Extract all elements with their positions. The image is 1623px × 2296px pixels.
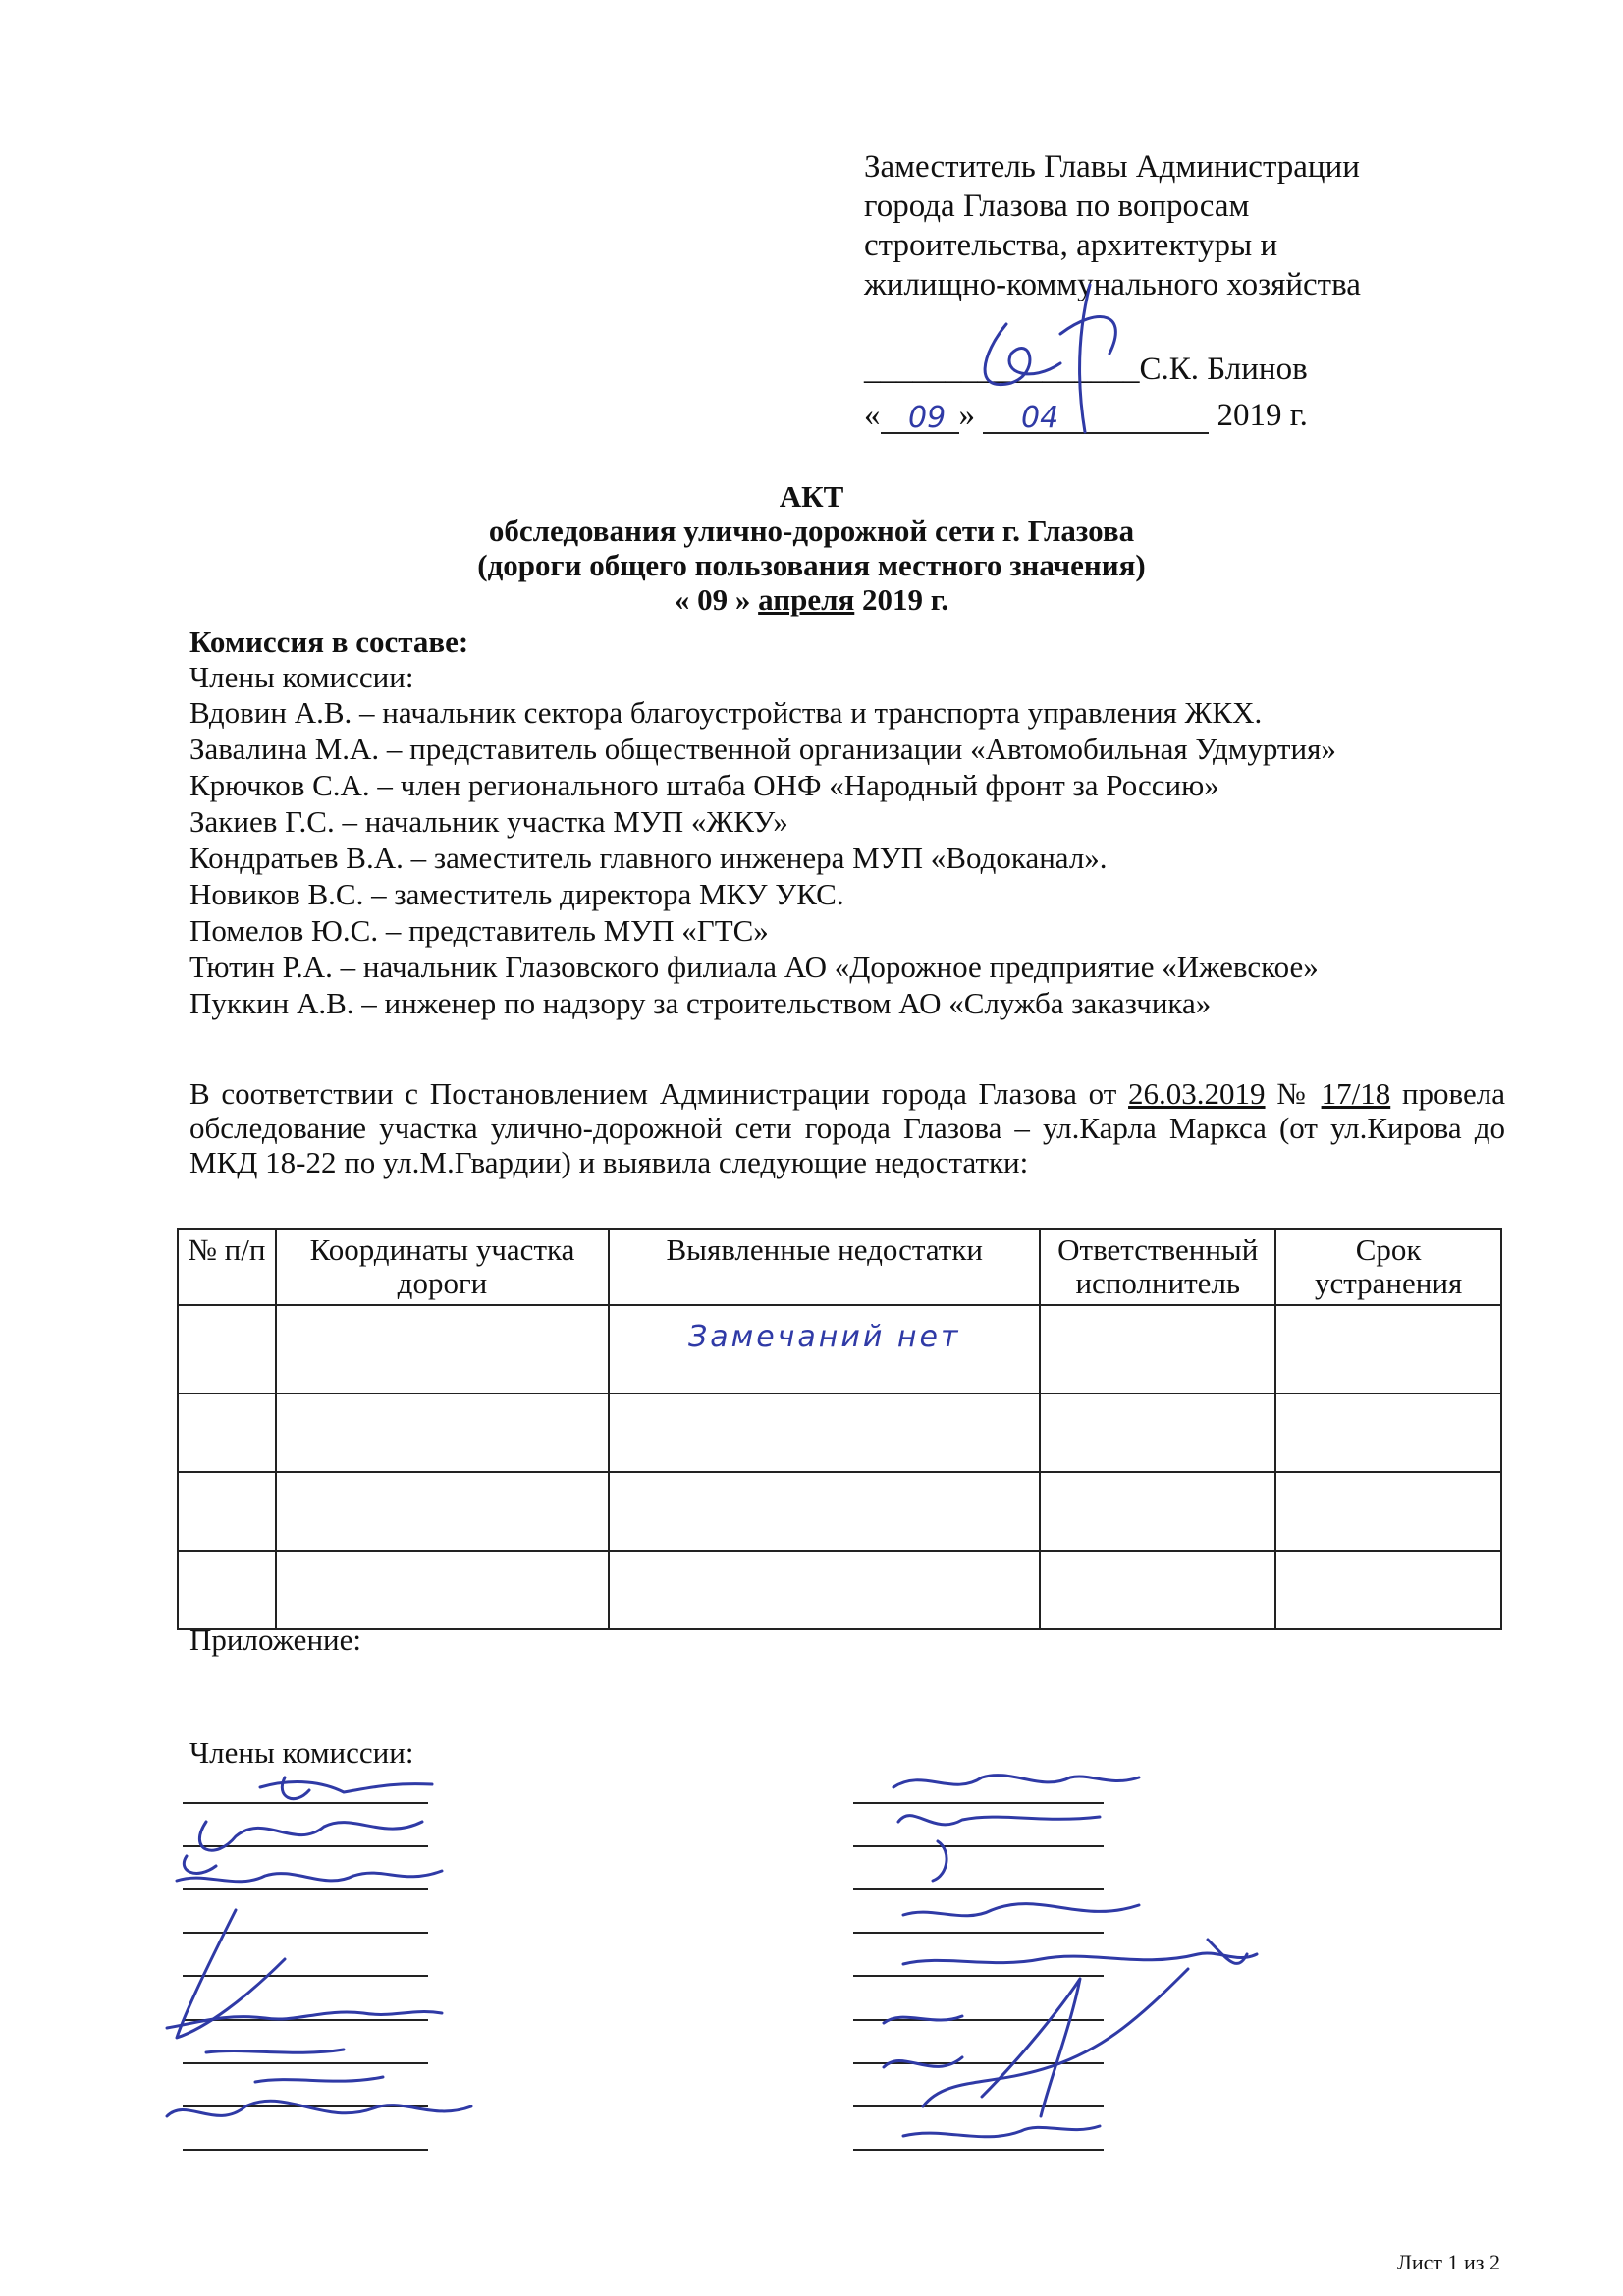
table-cell xyxy=(178,1551,276,1629)
signature-stroke xyxy=(923,1969,1188,2106)
table-cell xyxy=(276,1305,609,1394)
table-cell xyxy=(276,1472,609,1551)
signature-stroke xyxy=(982,1979,1080,2116)
signatures-right-handwritten xyxy=(844,1743,1316,2175)
signature-stroke xyxy=(1208,1940,1247,1963)
approval-signature xyxy=(864,265,1198,462)
statement-number: 17/18 xyxy=(1321,1076,1391,1111)
table-cell xyxy=(609,1394,1040,1472)
statement-text-1: В соответствии с Постановлением Администрации города Глазова от xyxy=(189,1076,1129,1111)
act-date-month: апреля xyxy=(758,582,855,617)
member-8: Тютин Р.А. – начальник Глазовского филиала АО «Дорожное предприятие «Ижевское» xyxy=(189,950,1319,984)
signature-stroke xyxy=(255,2077,383,2082)
approval-line-1: Заместитель Главы Администрации xyxy=(864,149,1360,185)
signature-stroke xyxy=(177,1871,442,1882)
table-cell xyxy=(1275,1472,1501,1551)
table-cell xyxy=(276,1394,609,1472)
members-heading: Члены комиссии: xyxy=(189,660,414,694)
act-subtitle: обследования улично-дорожной сети г. Глазова xyxy=(488,514,1135,548)
statement-date: 26.03.2019 xyxy=(1128,1076,1266,1111)
table-cell xyxy=(1275,1394,1501,1472)
table-cell xyxy=(1275,1305,1501,1394)
date-year: 2019 г. xyxy=(1217,398,1308,433)
statement-paragraph xyxy=(189,1076,1505,1179)
approval-line-2: города Глазова по вопросам xyxy=(864,189,1250,224)
table-header-row xyxy=(178,1229,1501,1305)
approval-signature-stroke-2 xyxy=(1080,285,1090,432)
member-9: Пуккин А.В. – инженер по надзору за строительством АО «Служба заказчика» xyxy=(189,986,1212,1020)
table-row xyxy=(178,1394,1501,1472)
member-4: Закиев Г.С. – начальник участка МУП «ЖКУ» xyxy=(189,804,788,839)
table-cell xyxy=(178,1305,276,1394)
signature-stroke xyxy=(167,2012,442,2028)
table-row xyxy=(178,1551,1501,1629)
defects-handwritten-note: Замечаний нет xyxy=(687,1320,961,1354)
statement-text-2: провела обследование участка улично-дорожной сети города Глазова – ул.Карла Маркса (от ул.Кирова до МКД 18-22 по ул.М.Гвардии) и выявила следующие недостатки: xyxy=(189,1076,1505,1179)
table-cell xyxy=(178,1394,276,1472)
signature-stroke xyxy=(167,2101,471,2116)
signature-stroke xyxy=(206,2050,344,2052)
table-cell xyxy=(1275,1551,1501,1629)
date-close-quote: » xyxy=(958,398,975,433)
act-subtitle-2: (дороги общего пользования местного значения) xyxy=(477,548,1146,582)
act-date-year: 2019 г. xyxy=(862,582,949,617)
act-title: АКТ xyxy=(779,479,844,514)
approval-signature-line: _________________С.К. Блинов xyxy=(864,352,1308,387)
approval-signature-stroke xyxy=(985,324,1060,385)
approval-line-3: строительства, архитектуры и xyxy=(864,228,1278,263)
member-2: Завалина М.А. – представитель общественной организации «Автомобильная Удмуртия» xyxy=(189,732,1336,766)
table-row xyxy=(178,1305,1501,1394)
page-counter: Лист 1 из 2 xyxy=(1396,2250,1500,2274)
signature-stroke xyxy=(898,1816,1100,1825)
signature-stroke xyxy=(199,1822,422,1850)
signature-stroke xyxy=(903,2126,1100,2137)
signature-stroke xyxy=(884,2016,962,2023)
signature-stroke xyxy=(933,1841,947,1881)
approval-day-handwritten: 09 xyxy=(908,401,947,435)
table-cell xyxy=(1040,1305,1275,1394)
approval-signature-stroke-3 xyxy=(1060,317,1115,354)
commission-heading: Комиссия в составе: xyxy=(189,625,469,659)
table-row xyxy=(178,1472,1501,1551)
signature-stroke xyxy=(884,2057,962,2067)
table-cell xyxy=(609,1472,1040,1551)
approval-line-4: жилищно-коммунального хозяйства xyxy=(864,267,1361,302)
approval-month-handwritten: 04 xyxy=(1021,401,1059,435)
signature-stroke xyxy=(903,1904,1139,1916)
member-3: Крючков С.А. – член регионального штаба ОНФ «Народный фронт за Россию» xyxy=(189,768,1219,802)
statement-num-sign: № xyxy=(1265,1076,1322,1111)
table-cell xyxy=(276,1551,609,1629)
col-header-responsible: Ответственный исполнитель xyxy=(1040,1229,1275,1305)
col-header-coordinates: Координаты участка дороги xyxy=(276,1229,609,1305)
table-cell xyxy=(609,1551,1040,1629)
date-open-quote: « xyxy=(864,398,881,433)
signature-stroke xyxy=(903,1953,1257,1964)
table-cell xyxy=(1040,1394,1275,1472)
signature-stroke xyxy=(184,1856,216,1873)
member-1: Вдовин А.В. – начальник сектора благоустройства и транспорта управления ЖКХ. xyxy=(189,695,1263,730)
col-header-number: № п/п xyxy=(178,1229,276,1305)
member-7: Помелов Ю.С. – представитель МУП «ГТС» xyxy=(189,913,769,948)
table-cell xyxy=(1040,1472,1275,1551)
act-date xyxy=(0,582,1623,617)
table-cell-handwritten xyxy=(609,1305,1040,1394)
signature-stroke xyxy=(893,1776,1139,1787)
signatures-heading: Члены комиссии: xyxy=(189,1735,414,1770)
col-header-defects: Выявленные недостатки xyxy=(609,1229,1040,1305)
signature-stroke xyxy=(260,1782,432,1792)
act-date-day: « 09 » xyxy=(674,582,751,617)
appendix-label: Приложение: xyxy=(189,1622,361,1657)
member-5: Кондратьев В.А. – заместитель главного инженера МУП «Водоканал». xyxy=(189,841,1108,875)
table-cell xyxy=(178,1472,276,1551)
col-header-deadline: Срок устранения xyxy=(1275,1229,1501,1305)
member-6: Новиков В.С. – заместитель директора МКУ УКС. xyxy=(189,877,844,911)
signatures-left-handwritten xyxy=(147,1743,520,2156)
defects-table xyxy=(177,1228,1502,1630)
table-cell xyxy=(1040,1551,1275,1629)
